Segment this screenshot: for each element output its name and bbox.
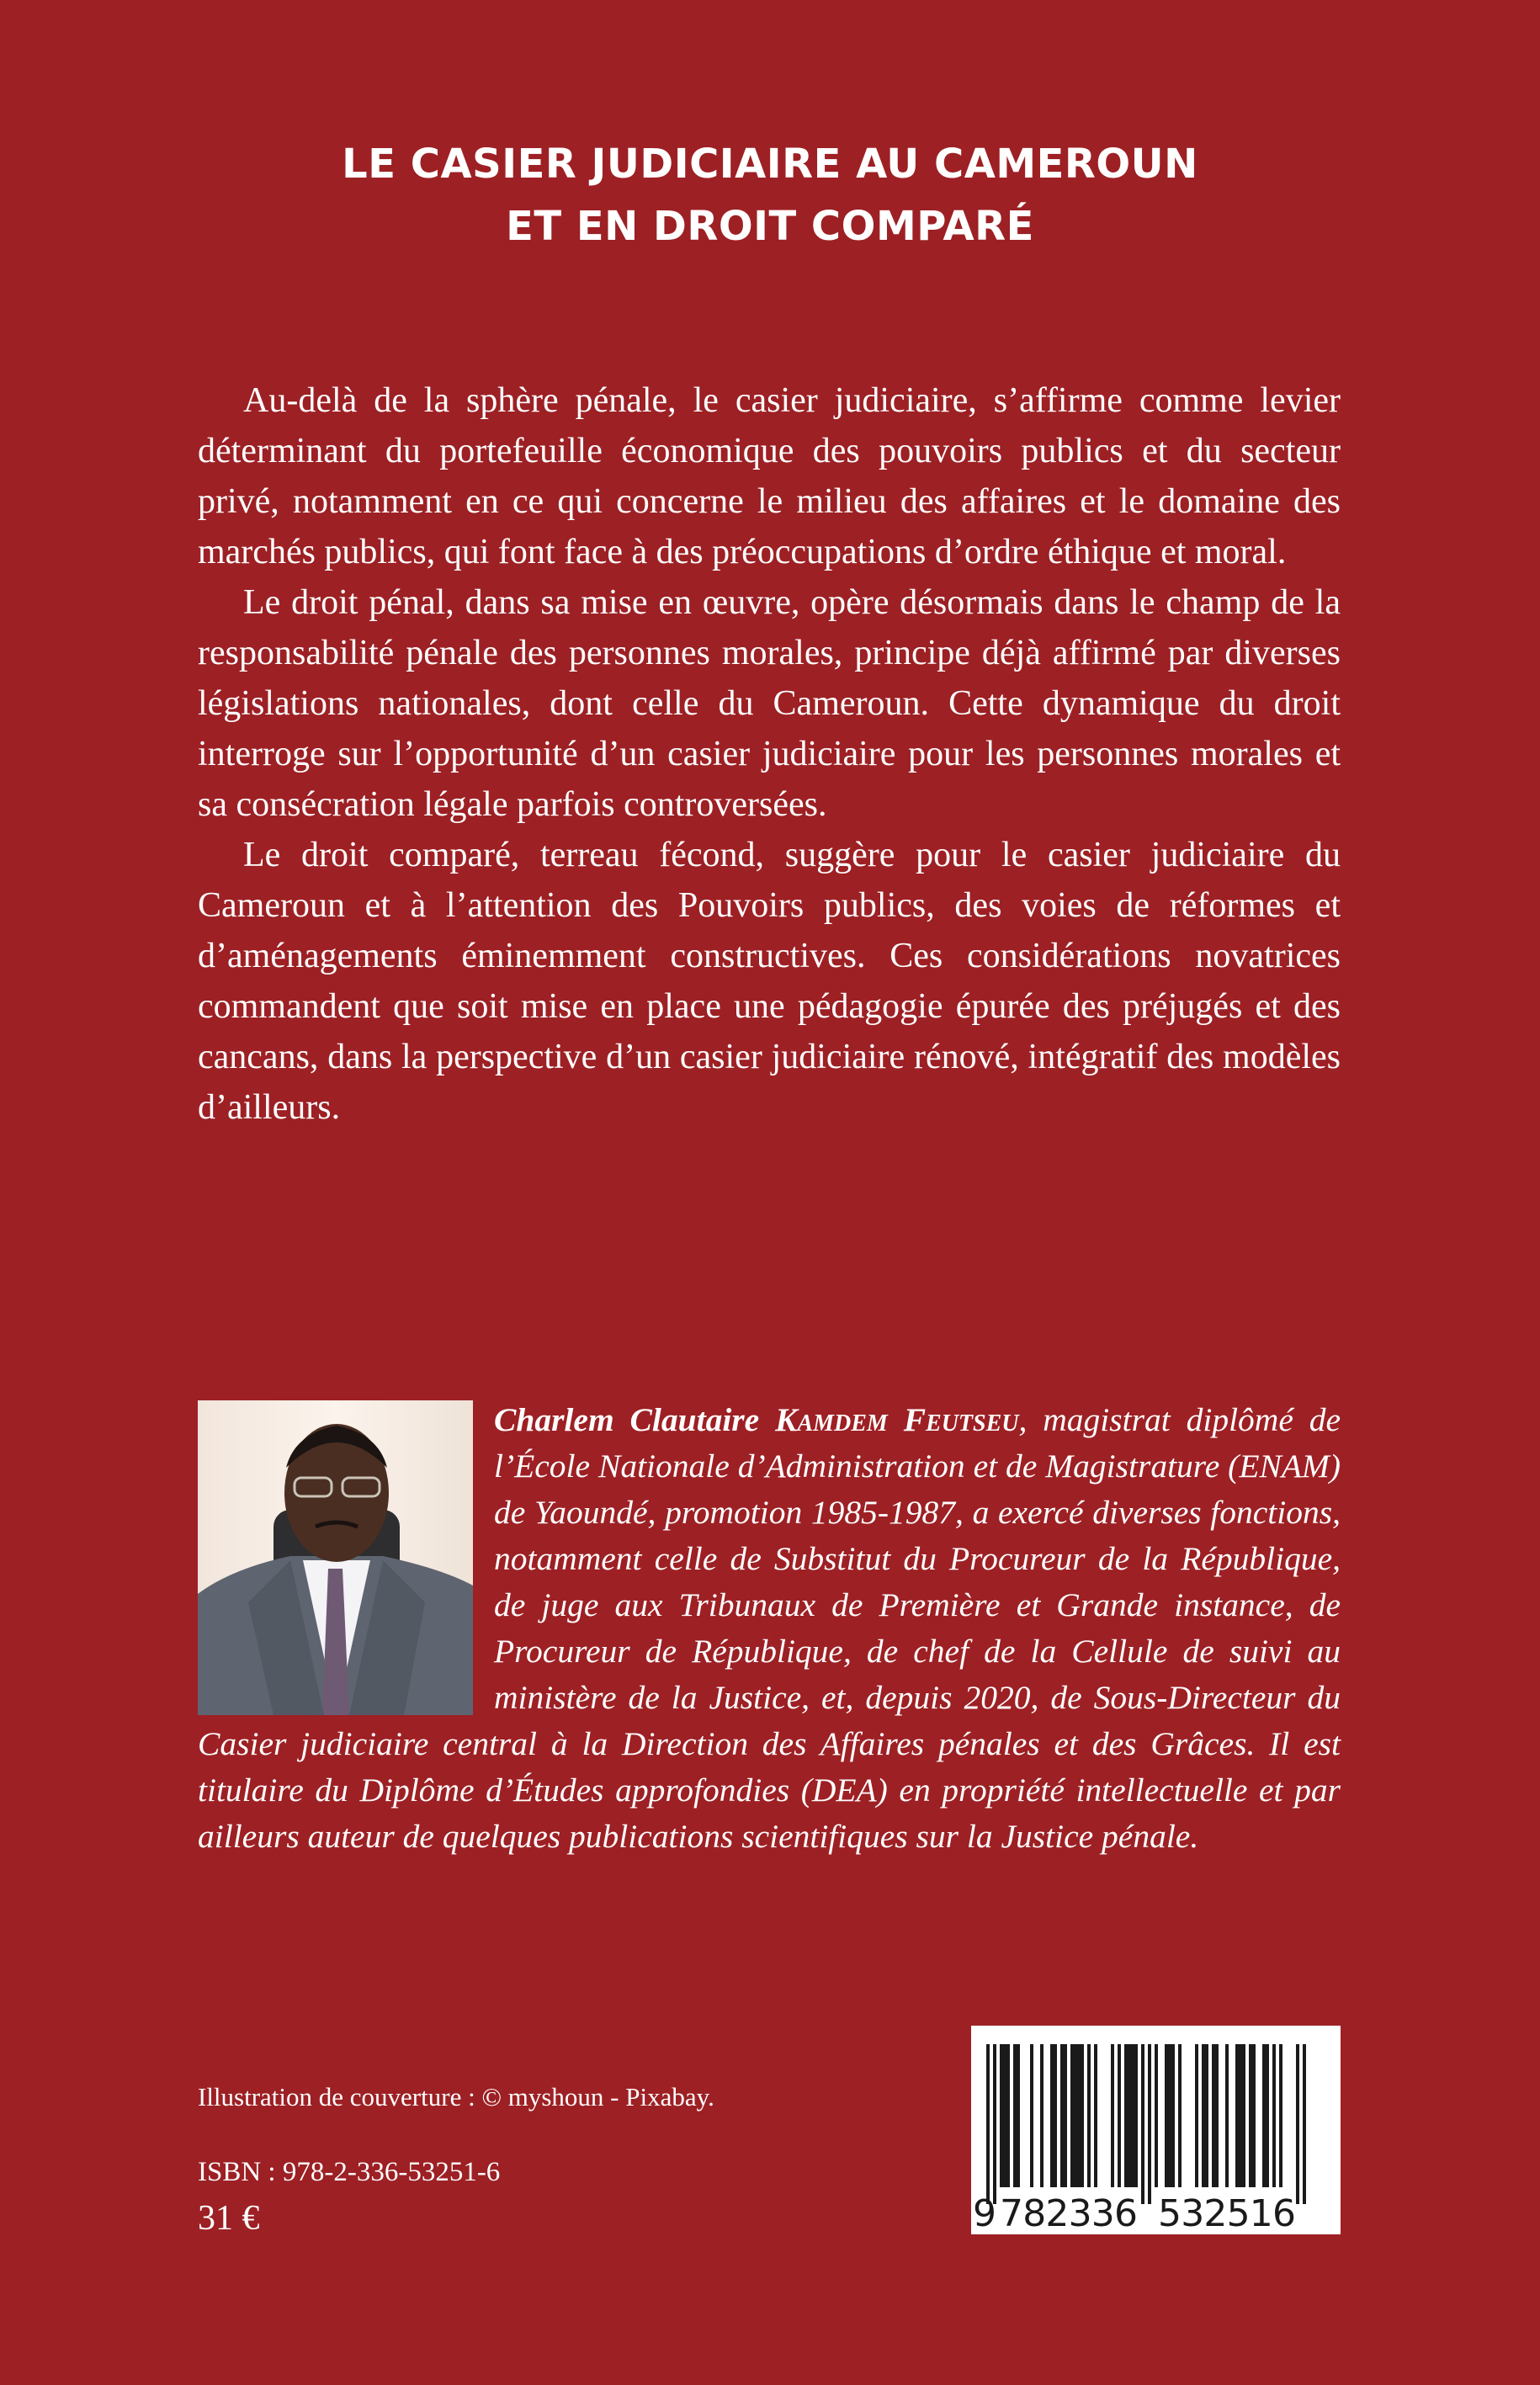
- illustration-credit: Illustration de couverture : © myshoun - Pixabay.: [198, 2082, 714, 2111]
- barcode-bar: [1013, 2044, 1017, 2187]
- barcode-bar: [1165, 2044, 1168, 2187]
- barcode-bar: [1215, 2044, 1219, 2187]
- barcode-bar: [1030, 2044, 1033, 2187]
- barcode-bar: [1262, 2044, 1266, 2187]
- barcode-bar: [1118, 2044, 1121, 2187]
- barcode-digits: 532516: [1158, 2192, 1296, 2234]
- title-line-1: LE CASIER JUDICIAIRE AU CAMEROUN: [342, 141, 1198, 188]
- barcode-bar: [1239, 2044, 1242, 2187]
- isbn: ISBN : 978-2-336-53251-6: [198, 2157, 501, 2187]
- barcode-bar: [1225, 2044, 1229, 2187]
- barcode-bar: [1168, 2044, 1171, 2187]
- author-photo: [198, 1400, 473, 1715]
- barcode-bar: [1205, 2044, 1208, 2187]
- price: 31 €: [198, 2199, 260, 2238]
- barcode-bar: [1081, 2044, 1084, 2187]
- summary-paragraph: Le droit pénal, dans sa mise en œuvre, opère désormais dans le champ de la responsabilité pénale des personnes morales, principe déjà affirmé par diverses législations nationales, dont celle du Cameroun. Cette dynamique du droit interroge sur l’opportunité d’un casier judiciaire pour les personnes morales et sa consécration légale parfois controversées.: [198, 583, 1341, 824]
- barcode-bar: [1006, 2044, 1010, 2187]
- barcode-bar: [1060, 2044, 1064, 2187]
- barcode-bar: [1235, 2044, 1239, 2187]
- author-first-names: Charlem Clautaire: [494, 1401, 760, 1438]
- barcode-bar: [1050, 2044, 1054, 2187]
- barcode-bar: [1003, 2044, 1006, 2187]
- barcode-bar: [1134, 2044, 1138, 2187]
- barcode-bar: [1195, 2044, 1198, 2187]
- barcode-digits: 782336: [1000, 2192, 1138, 2234]
- barcode-bar: [1303, 2044, 1306, 2204]
- barcode-bar: [1252, 2044, 1256, 2187]
- book-title: [0, 133, 1540, 258]
- barcode-bar: [1148, 2044, 1151, 2204]
- barcode-bar: [1202, 2044, 1205, 2187]
- author-bio-text: , magistrat diplômé de l’École Nationale d’Administration et de Magistrature (ENAM) de Yaoundé, promotion 1985-1987, a exercé diverses fonctions, notamment celle de Substitut du Procureur de la République, de juge aux Tribunaux de Première et Grande instance, de Procureur de République, de chef de la Cellule de suivi au ministère de la Justice, et, depuis 2020, de Sous-Directeur du Casier judiciaire central à la Direction des Affaires pénales et des Grâces. Il est titulaire du Diplôme d’Études approfondies (DEA) en propriété intellectuelle et par ailleurs auteur de quelques publications scientifiques sur la Justice pénale.: [198, 1401, 1341, 1855]
- summary-paragraph: Le droit comparé, terreau fécond, suggère pour le casier judiciaire du Cameroun et à l’attention des Pouvoirs publics, des voies de réformes et d’aménagements éminemment constructives. Ces considérations novatrices commandent que soit mise en place une pédagogie épurée des préjugés et des cancans, dans la perspective d’un casier judiciaire rénové, intégratif des modèles d’ailleurs.: [198, 836, 1341, 1127]
- barcode-bar: [1074, 2044, 1077, 2187]
- barcode-bar: [986, 2044, 990, 2204]
- barcode-bar: [1249, 2044, 1252, 2187]
- barcode-bar: [1171, 2044, 1175, 2187]
- barcode-bar: [1128, 2044, 1131, 2187]
- barcode-bar: [1155, 2044, 1158, 2187]
- barcode: [971, 2026, 1341, 2234]
- barcode-bar: [1131, 2044, 1134, 2187]
- barcode-bar: [1111, 2044, 1114, 2187]
- author-last-name: Kamdem Feutseu: [775, 1401, 1019, 1438]
- barcode-bar: [1296, 2044, 1299, 2204]
- barcode-bar: [1242, 2044, 1245, 2187]
- title-line-2: ET EN DROIT COMPARÉ: [506, 203, 1034, 250]
- barcode-bar: [1054, 2044, 1057, 2187]
- barcode-bar: [1070, 2044, 1074, 2187]
- barcode-digits: 9: [973, 2192, 996, 2234]
- summary-paragraph: Au-delà de la sphère pénale, le casier judiciaire, s’affirme comme levier déterminant du portefeuille économique des pouvoirs publics et du secteur privé, notamment en ce qui concerne le milieu des affaires et le domaine des marchés publics, qui font face à des préoccupations d’ordre éthique et moral.: [198, 381, 1341, 571]
- barcode-bar: [1000, 2044, 1003, 2187]
- author-bio: [198, 1397, 1341, 1860]
- barcode-bar: [1040, 2044, 1043, 2187]
- barcode-bars: [971, 2026, 1341, 2234]
- barcode-bar: [1017, 2044, 1020, 2187]
- barcode-bar: [1064, 2044, 1067, 2187]
- barcode-bar: [1141, 2044, 1144, 2204]
- barcode-bar: [1077, 2044, 1081, 2187]
- barcode-bar: [1094, 2044, 1097, 2187]
- barcode-bar: [993, 2044, 996, 2204]
- barcode-bar: [1272, 2044, 1276, 2187]
- summary: [198, 375, 1341, 1133]
- barcode-bar: [1087, 2044, 1091, 2187]
- barcode-bar: [1212, 2044, 1215, 2187]
- barcode-bar: [1178, 2044, 1182, 2187]
- barcode-bar: [1266, 2044, 1269, 2187]
- barcode-bar: [1279, 2044, 1282, 2187]
- barcode-bar: [1124, 2044, 1128, 2187]
